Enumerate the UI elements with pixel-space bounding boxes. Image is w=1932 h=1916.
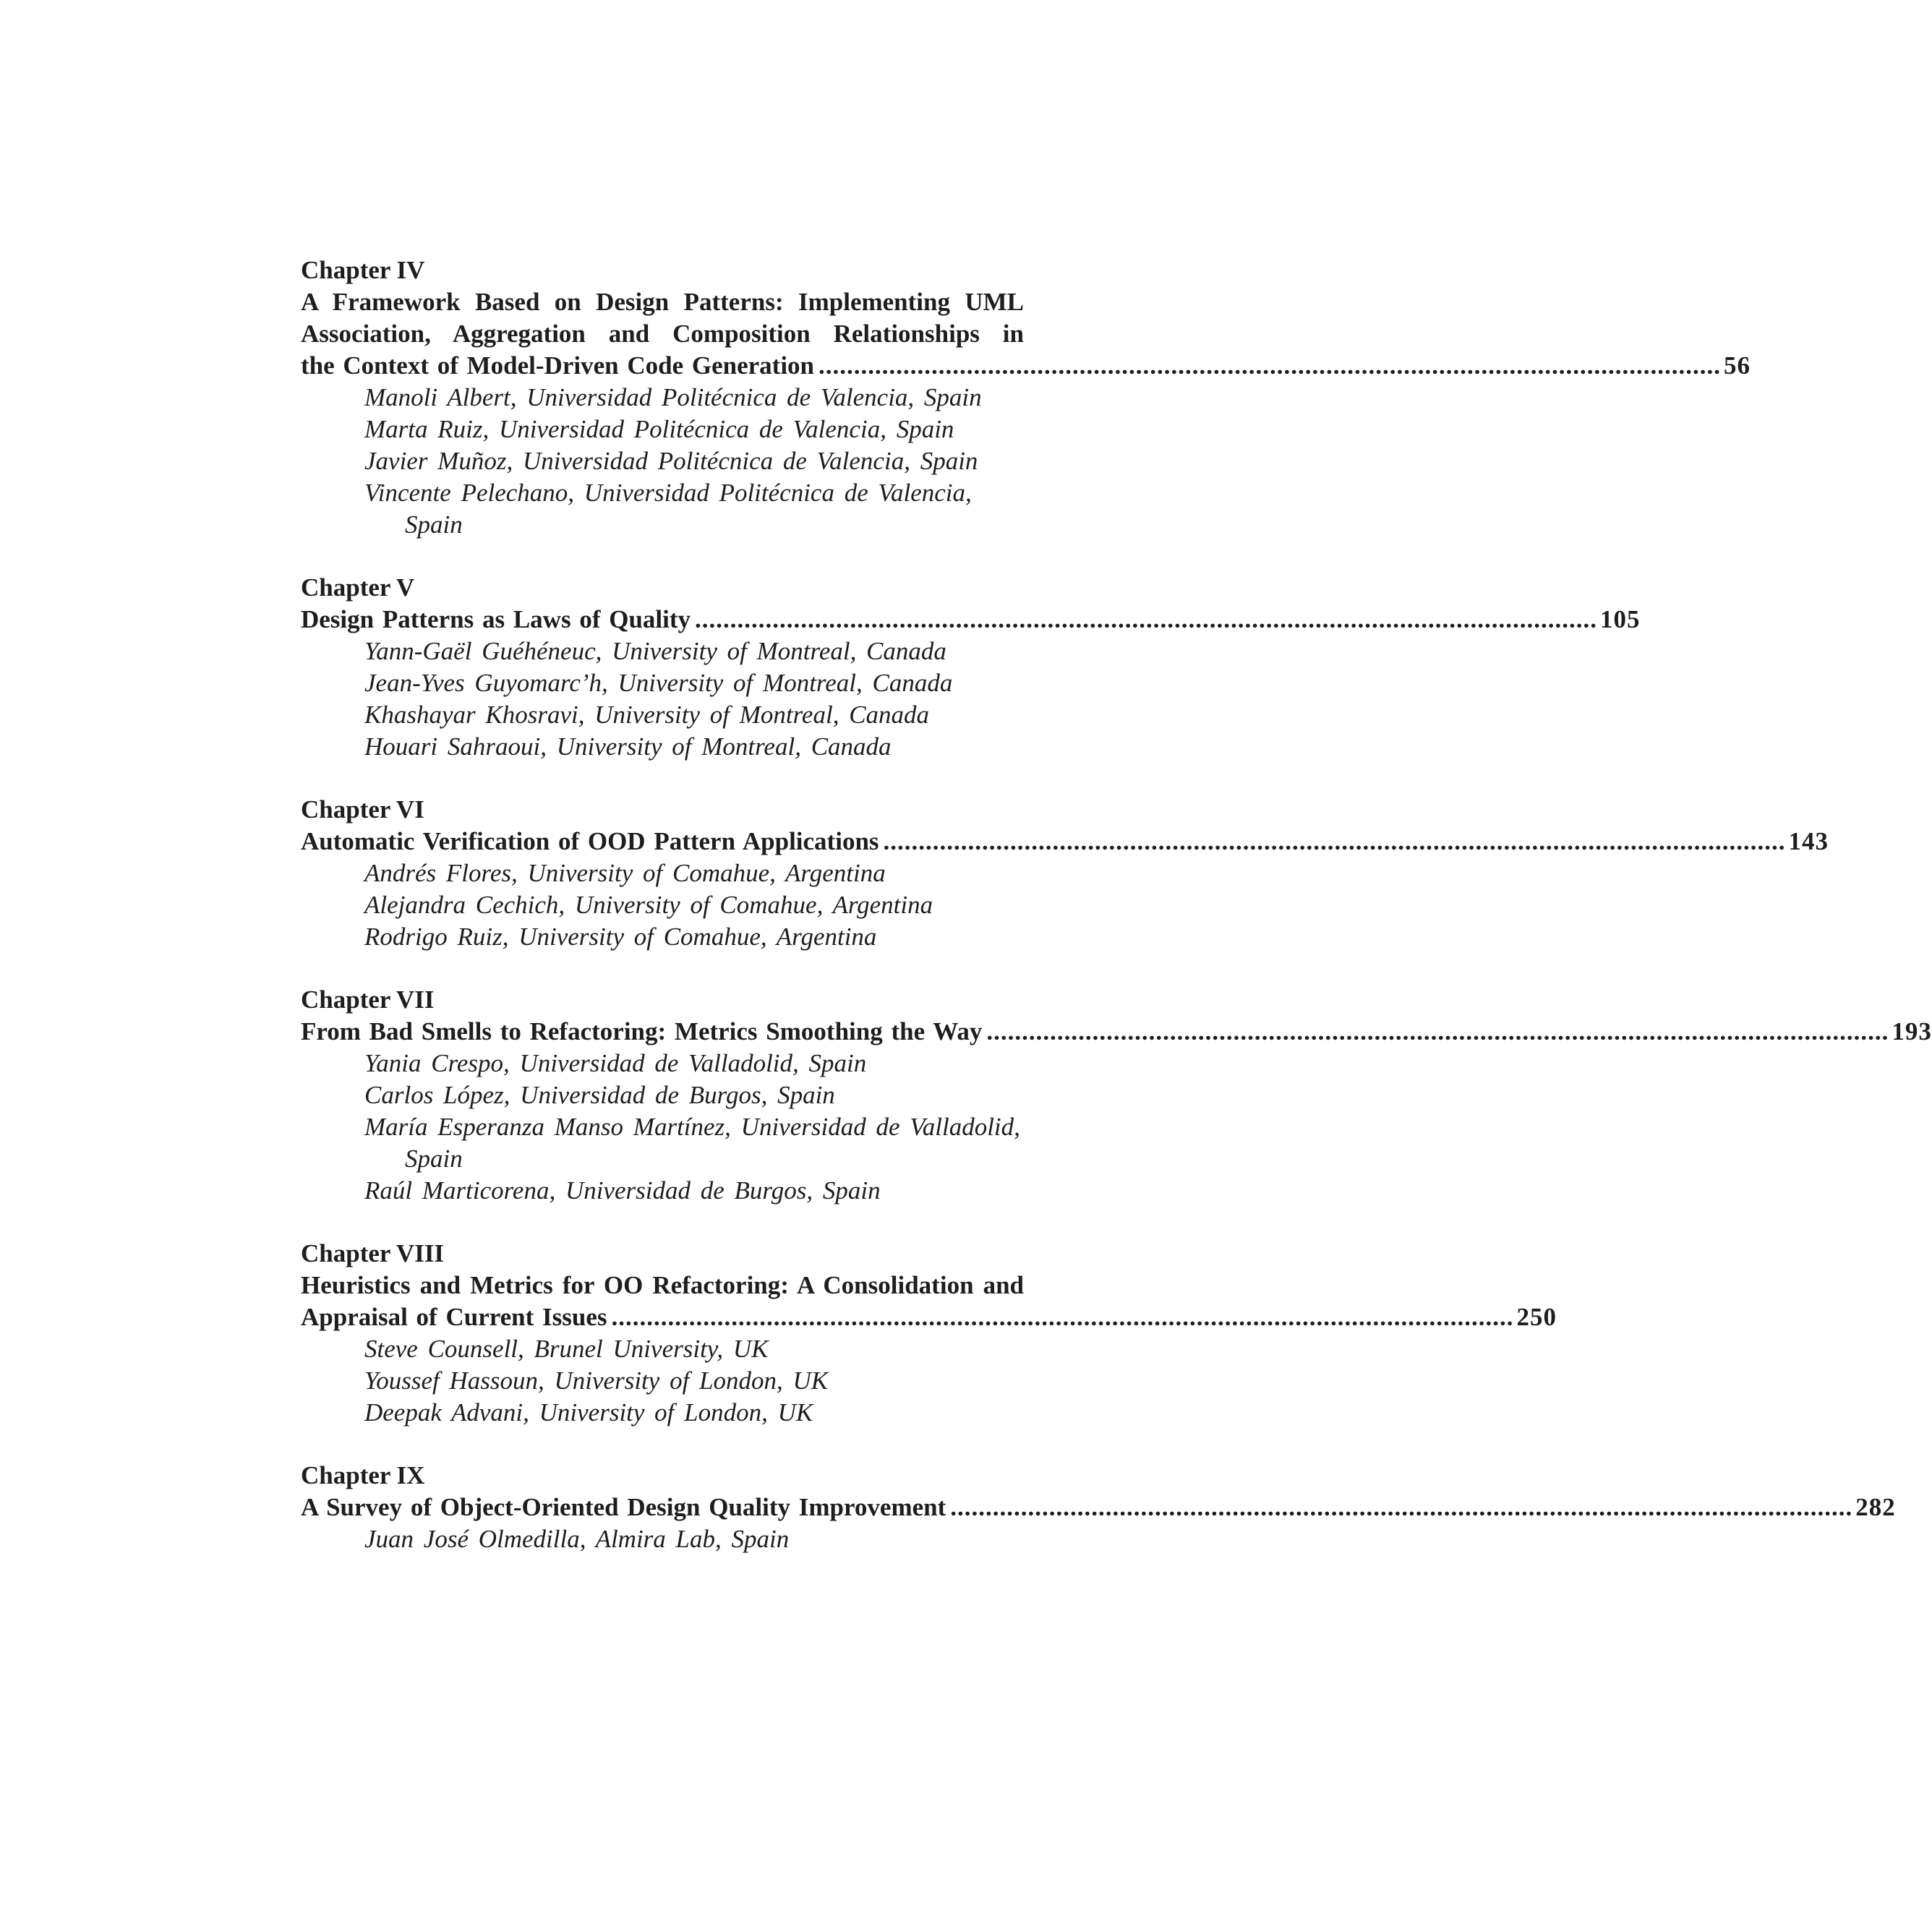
author-line: Javier Muñoz, Universidad Politécnica de Valencia, Spain [364, 447, 978, 475]
author-line: Andrés Flores, University of Comahue, Argentina [364, 859, 886, 887]
chapter-label: Chapter VII [301, 985, 435, 1014]
chapter-title-line: A Framework Based on Design Patterns: Implementing UML [301, 288, 1024, 316]
dot-leader: ................................................................................................................................ [818, 351, 1722, 380]
author-line: Marta Ruiz, Universidad Politécnica de Valencia, Spain [364, 415, 954, 443]
author-line: Rodrigo Ruiz, University of Comahue, Argentina [364, 923, 877, 951]
dot-leader: ................................................................................................................................ [950, 1493, 1853, 1521]
chapter-title-row [301, 1016, 1932, 1048]
author-line: Houari Sahraoui, University of Montreal, Canada [364, 732, 892, 761]
chapter-title-line: A Survey of Object-Oriented Design Quality Improvement [301, 1493, 946, 1521]
chapter-label: Chapter V [301, 573, 415, 602]
chapter-title-line: From Bad Smells to Refactoring: Metrics Smoothing the Way [301, 1017, 983, 1045]
dot-leader: ................................................................................................................................ [695, 605, 1598, 633]
page-number: 56 [1724, 351, 1751, 380]
chapter-label: Chapter IX [301, 1461, 425, 1489]
author-line: Yann-Gaël Guéhéneuc, University of Montreal, Canada [364, 637, 946, 665]
toc-entry-chapter-iv [301, 255, 1751, 541]
table-of-contents [301, 255, 1932, 1586]
chapter-title-row [301, 826, 1829, 858]
page-number: 143 [1788, 827, 1829, 855]
page-number: 193 [1892, 1017, 1932, 1045]
chapter-title-line: Association, Aggregation and Composition Relationships in [301, 320, 1024, 348]
author-line: Juan José Olmedilla, Almira Lab, Spain [364, 1525, 790, 1553]
toc-entry-chapter-vii [301, 984, 1932, 1207]
chapter-label: Chapter IV [301, 256, 425, 284]
toc-entry-chapter-vi [301, 794, 1829, 953]
page-number: 250 [1516, 1303, 1557, 1331]
author-line: Jean-Yves Guyomarc’h, University of Montreal, Canada [364, 669, 953, 697]
toc-entry-chapter-v [301, 572, 1641, 763]
toc-entry-chapter-ix [301, 1460, 1896, 1555]
chapter-title-line: Automatic Verification of OOD Pattern Applications [301, 827, 879, 855]
page-number: 282 [1855, 1493, 1896, 1521]
author-line: Alejandra Cechich, University of Comahue, Argentina [364, 891, 933, 919]
dot-leader: ................................................................................................................................ [883, 827, 1786, 855]
chapter-title-line: Appraisal of Current Issues [301, 1303, 607, 1331]
author-line: Khashayar Khosravi, University of Montreal, Canada [364, 701, 930, 729]
chapter-label: Chapter VI [301, 795, 424, 824]
chapter-title-line: Design Patterns as Laws of Quality [301, 605, 691, 633]
chapter-label: Chapter VIII [301, 1239, 445, 1267]
page-number: 105 [1600, 605, 1641, 633]
author-line: Raúl Marticorena, Universidad de Burgos, Spain [364, 1176, 881, 1205]
author-line: Deepak Advani, University of London, UK [364, 1398, 813, 1427]
chapter-title-line: the Context of Model-Driven Code Generation [301, 351, 815, 380]
author-line: Youssef Hassoun, University of London, UK [364, 1367, 829, 1395]
chapter-title-line: Heuristics and Metrics for OO Refactoring: A Consolidation and [301, 1271, 1024, 1299]
author-line: Manoli Albert, Universidad Politécnica de Valencia, Spain [364, 383, 982, 411]
author-line: María Esperanza Manso Martínez, Universidad de Valladolid, [364, 1113, 1020, 1141]
author-line-continuation: Spain [405, 1145, 463, 1173]
dot-leader: ................................................................................................................................ [611, 1303, 1514, 1331]
toc-entry-chapter-viii [301, 1238, 1557, 1429]
author-line: Carlos López, Universidad de Burgos, Spain [364, 1081, 835, 1109]
author-line: Yania Crespo, Universidad de Valladolid, Spain [364, 1049, 867, 1077]
chapter-title-row [301, 1301, 1557, 1333]
dot-leader: ................................................................................................................................ [986, 1017, 1889, 1045]
author-line-continuation: Spain [405, 510, 463, 539]
author-line: Vincente Pelechano, Universidad Politécnica de Valencia, [364, 479, 972, 507]
author-line: Steve Counsell, Brunel University, UK [364, 1335, 769, 1363]
chapter-title-row [301, 350, 1751, 382]
chapter-title-row [301, 1492, 1896, 1523]
chapter-title-row [301, 604, 1641, 636]
